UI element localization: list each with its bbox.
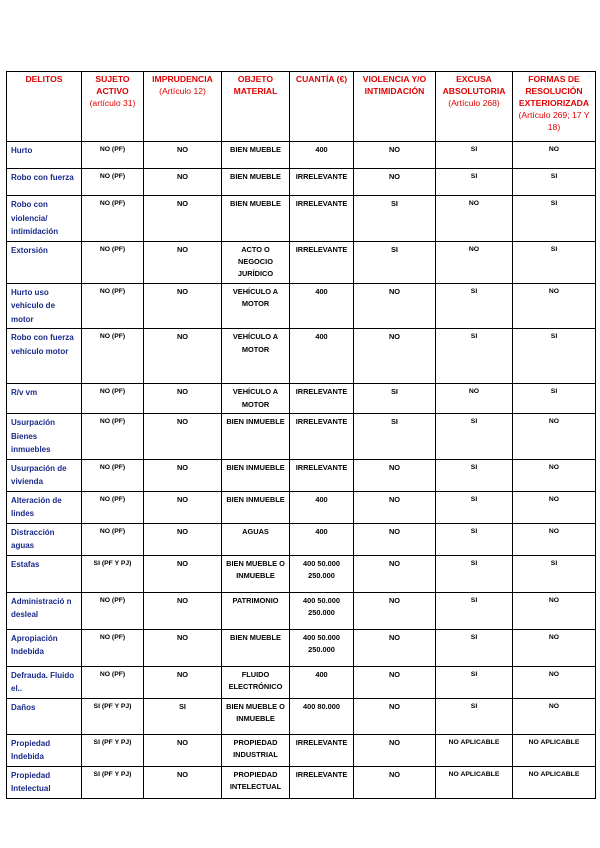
- imprudencia-cell: NO: [144, 666, 222, 698]
- sujeto-activo-cell: NO (PF): [82, 666, 144, 698]
- sujeto-activo-cell: NO (PF): [82, 414, 144, 460]
- violencia-cell: NO: [354, 491, 436, 523]
- objeto-material-cell: BIEN MUEBLE O INMUEBLE: [222, 698, 290, 734]
- cuantia-cell: 400: [290, 329, 354, 384]
- table-row: [7, 555, 596, 592]
- excusa-cell: SI: [436, 329, 513, 384]
- excusa-cell: NO: [436, 384, 513, 414]
- formas-cell: NO: [513, 414, 596, 460]
- sujeto-activo-cell: SI (PF Y PJ): [82, 734, 144, 766]
- table-row: [7, 666, 596, 698]
- objeto-material-cell: BIEN INMUEBLE: [222, 414, 290, 460]
- table-row: [7, 592, 596, 629]
- delito-cell: Robo con fuerza: [7, 169, 82, 196]
- sujeto-activo-cell: NO (PF): [82, 283, 144, 329]
- imprudencia-cell: SI: [144, 698, 222, 734]
- violencia-cell: NO: [354, 666, 436, 698]
- header-violencia: VIOLENCIA Y/O INTIMIDACIÓN: [354, 72, 436, 142]
- sujeto-activo-cell: SI (PF Y PJ): [82, 555, 144, 592]
- header-delitos: DELITOS: [7, 72, 82, 142]
- cuantia-cell: IRRELEVANTE: [290, 766, 354, 798]
- objeto-material-cell: BIEN MUEBLE: [222, 196, 290, 242]
- sujeto-activo-cell: NO (PF): [82, 241, 144, 283]
- imprudencia-cell: NO: [144, 196, 222, 242]
- formas-cell: SI: [513, 196, 596, 242]
- formas-cell: NO: [513, 592, 596, 629]
- objeto-material-cell: AGUAS: [222, 523, 290, 555]
- header-row: [7, 72, 596, 142]
- table-row: [7, 329, 596, 384]
- cuantia-cell: IRRELEVANTE: [290, 196, 354, 242]
- table-row: [7, 241, 596, 283]
- delito-cell: Distracción aguas: [7, 523, 82, 555]
- delito-cell: Hurto: [7, 142, 82, 169]
- table-row: [7, 491, 596, 523]
- delito-cell: Extorsión: [7, 241, 82, 283]
- objeto-material-cell: BIEN MUEBLE: [222, 629, 290, 666]
- delito-cell: Daños: [7, 698, 82, 734]
- formas-cell: NO APLICABLE: [513, 766, 596, 798]
- violencia-cell: NO: [354, 766, 436, 798]
- delito-cell: Usurpación de vivienda: [7, 459, 82, 491]
- imprudencia-cell: NO: [144, 734, 222, 766]
- sujeto-activo-cell: NO (PF): [82, 142, 144, 169]
- violencia-cell: NO: [354, 592, 436, 629]
- imprudencia-cell: NO: [144, 555, 222, 592]
- cuantia-cell: 400 50.000 250.000: [290, 592, 354, 629]
- formas-cell: NO: [513, 491, 596, 523]
- violencia-cell: NO: [354, 169, 436, 196]
- table-row: [7, 169, 596, 196]
- excusa-cell: SI: [436, 142, 513, 169]
- header-formas-resolucion: FORMAS DE RESOLUCIÓN EXTERIORIZADA (Artículo 269; 17 Y 18): [513, 72, 596, 142]
- violencia-cell: NO: [354, 459, 436, 491]
- objeto-material-cell: PROPIEDAD INTELECTUAL: [222, 766, 290, 798]
- formas-cell: NO: [513, 698, 596, 734]
- violencia-cell: SI: [354, 196, 436, 242]
- delito-cell: Propiedad Indebida: [7, 734, 82, 766]
- formas-cell: NO: [513, 629, 596, 666]
- header-objeto-material: OBJETO MATERIAL: [222, 72, 290, 142]
- violencia-cell: SI: [354, 414, 436, 460]
- delito-cell: Propiedad Intelectual: [7, 766, 82, 798]
- violencia-cell: NO: [354, 329, 436, 384]
- excusa-cell: NO APLICABLE: [436, 734, 513, 766]
- table-row: [7, 414, 596, 460]
- table-row: [7, 766, 596, 798]
- sujeto-activo-cell: SI (PF Y PJ): [82, 698, 144, 734]
- objeto-material-cell: PATRIMONIO: [222, 592, 290, 629]
- violencia-cell: NO: [354, 629, 436, 666]
- cuantia-cell: 400 50.000 250.000: [290, 555, 354, 592]
- header-cuantia: CUANTÍA (€): [290, 72, 354, 142]
- violencia-cell: NO: [354, 555, 436, 592]
- violencia-cell: SI: [354, 384, 436, 414]
- excusa-cell: SI: [436, 592, 513, 629]
- formas-cell: SI: [513, 329, 596, 384]
- imprudencia-cell: NO: [144, 142, 222, 169]
- cuantia-cell: 400 50.000 250.000: [290, 629, 354, 666]
- formas-cell: SI: [513, 241, 596, 283]
- cuantia-cell: 400: [290, 523, 354, 555]
- delitos-table-page: [6, 71, 595, 799]
- cuantia-cell: 400: [290, 666, 354, 698]
- sujeto-activo-cell: SI (PF Y PJ): [82, 766, 144, 798]
- objeto-material-cell: PROPIEDAD INDUSTRIAL: [222, 734, 290, 766]
- imprudencia-cell: NO: [144, 491, 222, 523]
- formas-cell: NO: [513, 142, 596, 169]
- excusa-cell: SI: [436, 169, 513, 196]
- objeto-material-cell: BIEN MUEBLE O INMUEBLE: [222, 555, 290, 592]
- excusa-cell: SI: [436, 698, 513, 734]
- objeto-material-cell: VEHÍCULO A MOTOR: [222, 283, 290, 329]
- table-row: [7, 384, 596, 414]
- sujeto-activo-cell: NO (PF): [82, 329, 144, 384]
- formas-cell: NO: [513, 666, 596, 698]
- imprudencia-cell: NO: [144, 169, 222, 196]
- violencia-cell: NO: [354, 734, 436, 766]
- delitos-table: [6, 71, 596, 799]
- objeto-material-cell: BIEN MUEBLE: [222, 169, 290, 196]
- objeto-material-cell: FLUIDO ELECTRÓNICO: [222, 666, 290, 698]
- cuantia-cell: IRRELEVANTE: [290, 169, 354, 196]
- imprudencia-cell: NO: [144, 592, 222, 629]
- table-row: [7, 523, 596, 555]
- excusa-cell: SI: [436, 666, 513, 698]
- imprudencia-cell: NO: [144, 283, 222, 329]
- table-row: [7, 734, 596, 766]
- excusa-cell: SI: [436, 491, 513, 523]
- objeto-material-cell: VEHÍCULO A MOTOR: [222, 384, 290, 414]
- objeto-material-cell: BIEN MUEBLE: [222, 142, 290, 169]
- violencia-cell: SI: [354, 241, 436, 283]
- header-imprudencia: IMPRUDENCIA (Artículo 12): [144, 72, 222, 142]
- imprudencia-cell: NO: [144, 384, 222, 414]
- table-row: [7, 629, 596, 666]
- cuantia-cell: IRRELEVANTE: [290, 414, 354, 460]
- formas-cell: NO APLICABLE: [513, 734, 596, 766]
- table-row: [7, 283, 596, 329]
- sujeto-activo-cell: NO (PF): [82, 196, 144, 242]
- table-row: [7, 459, 596, 491]
- excusa-cell: NO: [436, 196, 513, 242]
- delito-cell: Hurto uso vehículo de motor: [7, 283, 82, 329]
- table-row: [7, 196, 596, 242]
- cuantia-cell: 400 80.000: [290, 698, 354, 734]
- delito-cell: Robo con fuerza vehículo motor: [7, 329, 82, 384]
- formas-cell: NO: [513, 283, 596, 329]
- sujeto-activo-cell: NO (PF): [82, 459, 144, 491]
- imprudencia-cell: NO: [144, 766, 222, 798]
- delito-cell: Estafas: [7, 555, 82, 592]
- excusa-cell: SI: [436, 414, 513, 460]
- sujeto-activo-cell: NO (PF): [82, 592, 144, 629]
- delito-cell: Alteración de lindes: [7, 491, 82, 523]
- imprudencia-cell: NO: [144, 329, 222, 384]
- delito-cell: Administració n desleal: [7, 592, 82, 629]
- objeto-material-cell: VEHÍCULO A MOTOR: [222, 329, 290, 384]
- excusa-cell: SI: [436, 555, 513, 592]
- excusa-cell: NO: [436, 241, 513, 283]
- excusa-cell: SI: [436, 629, 513, 666]
- cuantia-cell: IRRELEVANTE: [290, 734, 354, 766]
- cuantia-cell: IRRELEVANTE: [290, 384, 354, 414]
- delito-cell: Apropiación Indebida: [7, 629, 82, 666]
- header-excusa-absolutoria: EXCUSA ABSOLUTORIA (Artículo 268): [436, 72, 513, 142]
- table-row: [7, 142, 596, 169]
- imprudencia-cell: NO: [144, 523, 222, 555]
- violencia-cell: NO: [354, 142, 436, 169]
- delito-cell: Usurpación Bienes inmuebles: [7, 414, 82, 460]
- delito-cell: R/v vm: [7, 384, 82, 414]
- cuantia-cell: 400: [290, 142, 354, 169]
- table-body: [7, 142, 596, 799]
- imprudencia-cell: NO: [144, 241, 222, 283]
- sujeto-activo-cell: NO (PF): [82, 491, 144, 523]
- sujeto-activo-cell: NO (PF): [82, 384, 144, 414]
- objeto-material-cell: ACTO O NEGOCIO JURÍDICO: [222, 241, 290, 283]
- sujeto-activo-cell: NO (PF): [82, 523, 144, 555]
- formas-cell: SI: [513, 169, 596, 196]
- objeto-material-cell: BIEN INMUEBLE: [222, 491, 290, 523]
- violencia-cell: NO: [354, 523, 436, 555]
- excusa-cell: SI: [436, 523, 513, 555]
- cuantia-cell: IRRELEVANTE: [290, 241, 354, 283]
- cuantia-cell: IRRELEVANTE: [290, 459, 354, 491]
- imprudencia-cell: NO: [144, 629, 222, 666]
- objeto-material-cell: BIEN INMUEBLE: [222, 459, 290, 491]
- imprudencia-cell: NO: [144, 414, 222, 460]
- cuantia-cell: 400: [290, 491, 354, 523]
- header-sujeto-activo: SUJETO ACTIVO (artículo 31): [82, 72, 144, 142]
- table-row: [7, 698, 596, 734]
- excusa-cell: NO APLICABLE: [436, 766, 513, 798]
- violencia-cell: NO: [354, 698, 436, 734]
- formas-cell: NO: [513, 459, 596, 491]
- imprudencia-cell: NO: [144, 459, 222, 491]
- sujeto-activo-cell: NO (PF): [82, 169, 144, 196]
- delito-cell: Defrauda. Fluido el..: [7, 666, 82, 698]
- excusa-cell: SI: [436, 283, 513, 329]
- formas-cell: NO: [513, 523, 596, 555]
- delito-cell: Robo con violencia/ intimidación: [7, 196, 82, 242]
- formas-cell: SI: [513, 555, 596, 592]
- sujeto-activo-cell: NO (PF): [82, 629, 144, 666]
- violencia-cell: NO: [354, 283, 436, 329]
- formas-cell: SI: [513, 384, 596, 414]
- excusa-cell: SI: [436, 459, 513, 491]
- cuantia-cell: 400: [290, 283, 354, 329]
